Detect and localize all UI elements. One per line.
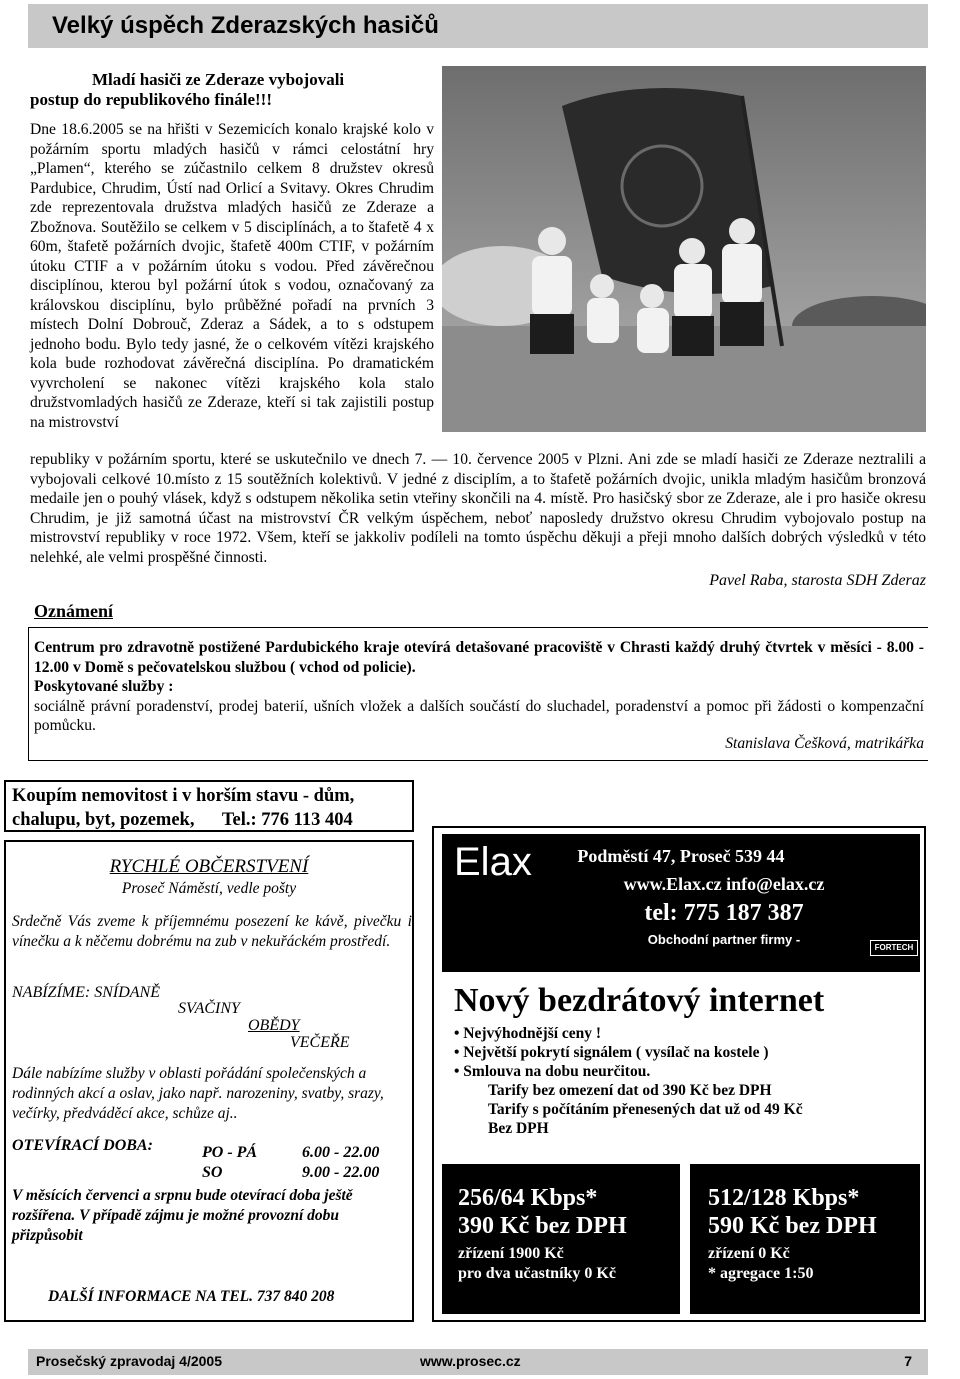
weekday-hours: 6.00 - 22.00 <box>302 1144 380 1161</box>
team-photo <box>442 66 926 432</box>
notice-services-text: sociálně právní poradenství, prodej baterií, ušních vložek a dalších součástí do sluchadel, poradenství a pomoc při žádosti o kompenzační pomůcku. <box>34 697 924 734</box>
internet-headline: Nový bezdrátový internet <box>454 982 825 1019</box>
feature-2: • Největší pokrytí signálem ( vysílač na kostele ) <box>454 1044 769 1061</box>
internet-features <box>454 1024 803 1138</box>
page-title: Velký úspěch Zderazských hasičů <box>52 12 439 39</box>
fortech-logo: FORTECH <box>870 940 918 956</box>
plan-2-setup: zřízení 0 Kč <box>708 1245 790 1262</box>
article-headline <box>30 70 430 110</box>
offer-snacks: SVAČINY <box>178 1000 240 1017</box>
plan-2-price: 590 Kč bez DPH <box>708 1213 877 1239</box>
team-photo-illustration <box>442 66 926 432</box>
summer-hours-note: V měsících červenci a srpnu bude otevírací doba ještě rozšířena. V případě zájmu je možné provozní dobu přizpůsobit <box>12 1187 353 1244</box>
feature-1: • Nejvýhodnější ceny ! <box>454 1025 602 1042</box>
plan-2-speed: 512/128 Kbps* <box>708 1185 860 1211</box>
snack-bar-ad <box>4 840 414 1322</box>
notice-body <box>34 638 924 736</box>
feature-3: • Smlouva na dobu neurčitou. <box>454 1063 651 1080</box>
property-ad <box>4 780 414 832</box>
footer-publication: Prosečský zpravodaj 4/2005 <box>36 1353 223 1369</box>
tariff-2: Tarify s počítáním přenesených dat už od 49 Kč <box>488 1101 803 1118</box>
article-signature: Pavel Raba, starosta SDH Zderaz <box>709 572 926 589</box>
article-body-wide: republiky v požárním sportu, které se uskutečnilo ve dnech 7. — 10. července 2005 v Plzni. Ani zde se mladí hasiči ze Zderaze neztralili a vybojovali celkové 10.místo z 15 soutěžních kolektivů. V jedné z disciplím, a to štafetě požárních dvojic, unikla mladým hasičům bronzová medaile jen o pouhý vlásek, když s odstupem několika setin vteřiny skončili na 4. místě. Pro hasičský sbor ze Zderaze, ale i pro hasiče okresu Chrudim, je již samotná účast na mistrovství ČR velkým úspěchem, neboť naposledy družstvo okresu Chrudim vybojovalo postup na mistrovství republiky v roce 1972. Všem, kteří se jakkoliv podíleli na tomto úspěchu děkuji a přeji mnoho dalších dobrých výsledků v této nelehké, ale velmi prospěšné činnosti. <box>30 451 926 566</box>
property-ad-line-2: chalupu, byt, pozemek, Tel.: 776 113 404 <box>12 810 353 830</box>
headline-line-2: postup do republikového finále!!! <box>30 90 272 109</box>
plan-box-1 <box>442 1164 680 1314</box>
elax-web: www.Elax.cz info@elax.cz <box>623 874 825 894</box>
plan-2-note: * agregace 1:50 <box>708 1265 814 1282</box>
offer-label: NABÍZÍME: SNÍDANĚ <box>12 984 160 1001</box>
elax-logo: Elax <box>454 840 532 884</box>
notice-signature: Stanislava Češková, matrikářka <box>725 735 924 752</box>
snack-bar-location: Proseč Náměstí, vedle pošty <box>121 880 297 897</box>
offer-lunch: OBĚDY <box>248 1017 300 1034</box>
page-header-bar <box>28 4 928 48</box>
snack-bar-intro: Srdečně Vás zveme k příjemnému posezení ke kávě, pivečku i vínečku a k něčemu dobrému na zub v nekuřáckém prostředí. <box>12 913 412 950</box>
opening-hours-label: OTEVÍRACÍ DOBA: <box>12 1137 153 1154</box>
page-footer <box>28 1349 928 1375</box>
snack-bar-title: RYCHLÉ OBČERSTVENÍ <box>109 856 309 877</box>
plan-box-2 <box>690 1164 920 1314</box>
plan-1-note: pro dva učastníky 0 Kč <box>458 1265 616 1282</box>
property-ad-line-1: Koupím nemovitost i v horším stavu - dům, <box>12 786 355 806</box>
notice-title: Oznámení <box>34 601 113 621</box>
plan-1-price: 390 Kč bez DPH <box>458 1213 627 1239</box>
weekday-label: PO - PÁ <box>202 1144 258 1161</box>
offer-dinner: VEČEŘE <box>290 1034 350 1051</box>
plan-1-setup: zřízení 1900 Kč <box>458 1245 564 1262</box>
snack-bar-services: Dále nabízíme služby v oblasti pořádání společenských a rodinných akcí a oslav, jako např. narozeniny, svatby, srazy, večírky, předváděcí akce, schůze aj.. <box>12 1065 384 1122</box>
elax-address: Podměstí 47, Proseč 539 44 <box>577 846 785 866</box>
notice-main-text: Centrum pro zdravotně postižené Pardubického kraje otevírá detašované pracoviště v Chrasti každý druhý čtvrtek v měsíci - 8.00 - 12.00 v Domě s pečovatelskou službou ( vchod od policie). <box>34 639 924 676</box>
footer-page-number: 7 <box>904 1353 912 1369</box>
saturday-hours: 9.00 - 22.00 <box>302 1164 380 1181</box>
footer-website: www.prosec.cz <box>420 1353 521 1369</box>
plan-1-speed: 256/64 Kbps* <box>458 1185 598 1211</box>
article-body-narrow: Dne 18.6.2005 se na hřišti v Sezemicích konalo krajské kolo v požárním sportu mladých hasičů v rámci celostátní hry „Plamen“, kterého se zúčastnilo celkem 8 družstev okresů Pardubice, Chrudim, Ústí nad Orlicí a Svitavy. Okres Chrudim zde reprezentovala družstva mladých hasičů ze Zderaze a Zbožnova. Soutěžilo se celkem v 5 disciplínách, a to štafetě 4 x 60m, štafetě požárních dvojic, štafetě 400m CTIF, v požárním útoku CTIF a v požárním útoku s vodou. Před závěrečnou disciplínou, kterou byl požární útok s vodou, označovaný za královskou disciplínu, bylo průběžné pořadí na prvních 3 místech Dolní Dobrouč, Zderaz a Sádek, a to s odstupem jednoho bodu. Bylo tedy jasné, že o celkovém vítězi krajského kola bude rozhodovat závěrečná disciplína. Po dramatickém vyvrcholení se nakonec vítězi krajského kola stalo družstvomladých hasičů ze Zderaze, kteří si tak zajistili postup na mistrovství <box>30 121 434 431</box>
elax-partner: Obchodní partner firmy - <box>647 932 801 947</box>
notice-services-label: Poskytované služby : <box>34 678 174 695</box>
tariff-1: Tarify bez omezení dat od 390 Kč bez DPH <box>488 1082 772 1099</box>
elax-tel: tel: 775 187 387 <box>644 900 804 926</box>
saturday-label: SO <box>202 1164 223 1181</box>
tariff-3: Bez DPH <box>488 1120 549 1137</box>
headline-line-1: Mladí hasiči ze Zderaze vybojovali <box>92 70 345 89</box>
snack-bar-phone: DALŠÍ INFORMACE NA TEL. 737 840 208 <box>48 1288 335 1305</box>
